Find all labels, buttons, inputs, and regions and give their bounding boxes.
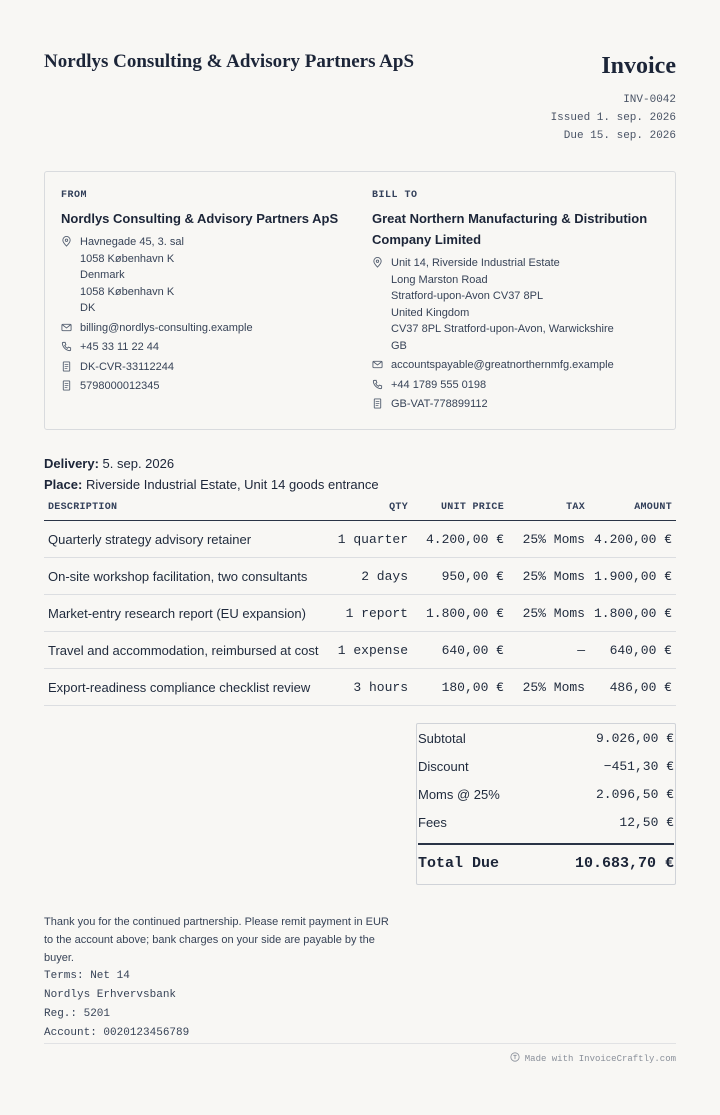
item-qty: 1 expense xyxy=(324,632,412,669)
address-line: GB xyxy=(391,339,407,352)
footer-divider xyxy=(44,1043,676,1044)
table-row xyxy=(44,632,676,669)
discount-row: Discount −451,30 € xyxy=(418,759,674,774)
item-qty: 1 report xyxy=(324,595,412,632)
address-line: Unit 14, Riverside Industrial Estate xyxy=(391,257,560,269)
item-unit-price: 950,00 € xyxy=(412,558,508,595)
line-items-table xyxy=(44,494,676,706)
buyer-tax-id: GB-VAT-778899112 xyxy=(372,396,662,413)
phone-icon xyxy=(372,377,391,390)
item-qty: 1 quarter xyxy=(324,521,412,558)
item-description: Travel and accommodation, reimbursed at cost xyxy=(44,632,324,669)
delivery-place: Place: Riverside Industrial Estate, Unit 14 goods entrance xyxy=(44,477,379,492)
item-description: Export-readiness compliance checklist review xyxy=(44,669,324,706)
delivery-info xyxy=(44,453,379,495)
address-line: 1058 København K xyxy=(80,285,175,298)
item-qty: 2 days xyxy=(324,558,412,595)
invoice-number: INV-0042 xyxy=(623,94,676,106)
buyer-address xyxy=(372,255,662,354)
made-with-credit[interactable]: Made with InvoiceCraftly.com xyxy=(510,1052,676,1065)
item-tax: — xyxy=(508,632,589,669)
seller-email: billing@nordlys-consulting.example xyxy=(61,320,356,337)
from-label: FROM xyxy=(61,190,88,201)
company-title: Nordlys Consulting & Advisory Partners ApS xyxy=(44,51,415,72)
totals-divider xyxy=(418,843,674,845)
column-header-tax: TAX xyxy=(508,494,589,521)
item-tax: 25% Moms xyxy=(508,558,589,595)
mail-icon xyxy=(372,357,391,370)
item-description: Quarterly strategy advisory retainer xyxy=(44,521,324,558)
table-row xyxy=(44,558,676,595)
address-line: United Kingdom xyxy=(391,306,470,319)
address-line: DK xyxy=(80,302,96,314)
payment-terms: Terms: Net 14 xyxy=(44,970,130,982)
fees-row: Fees 12,50 € xyxy=(418,815,674,830)
bank-account: Account: 0020123456789 xyxy=(44,1027,190,1039)
bill-to-label: BILL TO xyxy=(372,190,418,201)
document-icon xyxy=(61,359,80,372)
subtotal-row: Subtotal 9.026,00 € xyxy=(418,731,674,746)
issue-date: Issued 1. sep. 2026 xyxy=(550,112,676,124)
item-unit-price: 180,00 € xyxy=(412,669,508,706)
item-amount: 4.200,00 € xyxy=(589,521,676,558)
item-amount: 1.800,00 € xyxy=(589,595,676,632)
item-tax: 25% Moms xyxy=(508,669,589,706)
tax-row: Moms @ 25% 2.096,50 € xyxy=(418,787,674,802)
invoice-meta xyxy=(551,91,676,145)
bill-to-column xyxy=(372,190,662,413)
invoicecraftly-logo-icon xyxy=(510,1052,520,1065)
bank-reg: Reg.: 5201 xyxy=(44,1008,111,1020)
table-row xyxy=(44,595,676,632)
from-column xyxy=(61,190,356,395)
seller-name: Nordlys Consulting & Advisory Partners ApS xyxy=(61,211,339,226)
address-line: 1058 København K xyxy=(80,252,175,265)
seller-gln: 5798000012345 xyxy=(61,378,356,395)
column-header-unit-price: UNIT PRICE xyxy=(412,494,508,521)
seller-tax-id: DK-CVR-33112244 xyxy=(61,359,356,376)
address-line: Denmark xyxy=(80,269,125,281)
document-icon xyxy=(61,378,80,391)
phone-icon xyxy=(61,339,80,352)
item-qty: 3 hours xyxy=(324,669,412,706)
mail-icon xyxy=(61,320,80,333)
column-header-qty: QTY xyxy=(324,494,412,521)
item-description: On-site workshop facilitation, two consultants xyxy=(44,558,324,595)
payment-notes xyxy=(44,913,389,1043)
item-description: Market-entry research report (EU expansion) xyxy=(44,595,324,632)
bank-name: Nordlys Erhvervsbank xyxy=(44,989,177,1001)
map-pin-icon xyxy=(61,234,80,247)
buyer-email: accountspayable@greatnorthernmfg.example xyxy=(372,357,662,374)
column-header-description: DESCRIPTION xyxy=(44,494,324,521)
item-unit-price: 1.800,00 € xyxy=(412,595,508,632)
seller-phone: +45 33 11 22 44 xyxy=(61,339,356,356)
parties-box xyxy=(44,171,676,430)
item-amount: 1.900,00 € xyxy=(589,558,676,595)
item-amount: 486,00 € xyxy=(589,669,676,706)
table-row xyxy=(44,669,676,706)
total-due-row: Total Due 10.683,70 € xyxy=(418,855,674,872)
item-amount: 640,00 € xyxy=(589,632,676,669)
document-title: Invoice xyxy=(601,53,676,79)
document-icon xyxy=(372,396,391,409)
seller-address xyxy=(61,234,356,317)
address-line: CV37 8PL Stratford-upon-Avon, Warwickshire xyxy=(391,323,614,335)
table-row xyxy=(44,521,676,558)
notes-message: Thank you for the continued partnership. Please remit payment in EUR to the account above; bank charges on your side are payable by the buyer. xyxy=(44,916,389,964)
map-pin-icon xyxy=(372,255,391,268)
item-unit-price: 640,00 € xyxy=(412,632,508,669)
delivery-date: Delivery: 5. sep. 2026 xyxy=(44,456,175,471)
address-line: Havnegade 45, 3. sal xyxy=(80,236,184,248)
item-tax: 25% Moms xyxy=(508,595,589,632)
due-date: Due 15. sep. 2026 xyxy=(563,130,676,142)
address-line: Stratford-upon-Avon CV37 8PL xyxy=(391,290,544,302)
item-unit-price: 4.200,00 € xyxy=(412,521,508,558)
item-tax: 25% Moms xyxy=(508,521,589,558)
totals-box xyxy=(416,723,676,885)
column-header-amount: AMOUNT xyxy=(589,494,676,521)
buyer-name: Great Northern Manufacturing & Distribution Company Limited xyxy=(372,211,648,247)
buyer-phone: +44 1789 555 0198 xyxy=(372,377,662,394)
address-line: Long Marston Road xyxy=(391,273,488,286)
table-header-row xyxy=(44,494,676,521)
